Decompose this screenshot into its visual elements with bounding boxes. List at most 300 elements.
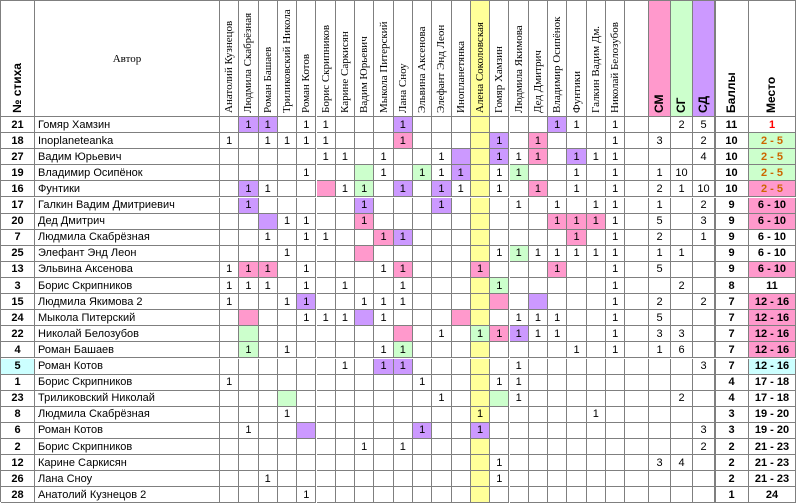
vote-mark: 1	[361, 182, 368, 195]
vote-mark: 1	[438, 166, 445, 179]
vote-cell	[278, 310, 297, 326]
vote-mark: 1	[496, 150, 503, 163]
vote-cell	[239, 407, 258, 423]
vote-cell	[490, 423, 509, 439]
vote-cell	[317, 133, 336, 149]
category-value	[671, 359, 692, 374]
vote-cell	[432, 375, 451, 391]
vote-cell	[606, 375, 625, 391]
author-name: Эльвина Аксенова	[38, 263, 133, 276]
place-cell	[749, 375, 796, 391]
vote-cell	[413, 214, 432, 230]
vote-cell	[413, 359, 432, 375]
vote-cell	[471, 487, 490, 503]
vote-cell	[490, 375, 509, 391]
vote-cell	[259, 326, 278, 342]
vote-cell	[259, 471, 278, 487]
vote-cell	[529, 487, 548, 503]
score-value: 7	[728, 343, 735, 356]
vote-cell	[452, 198, 471, 214]
category-value: 1	[678, 247, 685, 260]
vote-cell	[278, 326, 297, 342]
category-cell	[693, 455, 715, 471]
poem-number: 22	[11, 327, 24, 340]
vote-mark: 1	[303, 311, 310, 324]
category-value	[649, 487, 670, 502]
vote-cell	[529, 230, 548, 246]
vote-cell	[529, 214, 548, 230]
vote-mark: 1	[554, 199, 561, 212]
vote-mark: 1	[399, 295, 406, 308]
author-cell	[35, 198, 220, 214]
category-value	[693, 262, 714, 277]
vote-cell	[355, 423, 374, 439]
place-value: 2 - 5	[760, 166, 783, 179]
category-cell	[649, 487, 671, 503]
vote-cell	[355, 439, 374, 455]
score-value: 4	[728, 376, 735, 389]
vote-mark: 1	[515, 199, 522, 212]
vote-cell	[490, 471, 509, 487]
author-name: Элефант Энд Леон	[38, 247, 137, 260]
vote-cell	[278, 165, 297, 181]
poem-number: 26	[11, 472, 24, 485]
vote-cell	[471, 439, 490, 455]
vote-mark: 1	[226, 295, 233, 308]
vote-cell	[297, 439, 316, 455]
vote-cell	[259, 214, 278, 230]
vote-cell	[394, 342, 413, 358]
vote-cell	[355, 359, 374, 375]
category-cell	[649, 391, 671, 407]
vote-cell	[220, 471, 239, 487]
vote-cell	[452, 117, 471, 133]
vote-cell	[259, 165, 278, 181]
category-cell	[693, 165, 715, 181]
vote-cell	[317, 487, 336, 503]
vote-mark: 1	[476, 327, 484, 340]
place-value: 21 - 23	[754, 456, 790, 469]
vote-cell	[529, 375, 548, 391]
place-cell	[749, 439, 796, 455]
vote-mark: 1	[573, 215, 580, 228]
author-cell	[35, 149, 220, 165]
author-name: Inoplaneteanka	[38, 134, 114, 147]
category-value	[649, 375, 670, 390]
vote-cell	[490, 117, 509, 133]
vote-cell	[336, 487, 355, 503]
vote-cell	[548, 262, 567, 278]
vote-cell	[567, 133, 586, 149]
category-cell	[649, 230, 671, 246]
vote-mark: 1	[554, 215, 561, 228]
vote-mark: 1	[592, 150, 599, 163]
category-cell	[649, 326, 671, 342]
vote-cell	[606, 487, 625, 503]
category-value: 3	[678, 327, 685, 340]
vote-cell	[432, 359, 451, 375]
vote-cell	[529, 439, 548, 455]
vote-cell	[355, 198, 374, 214]
score-value: 8	[728, 279, 735, 292]
vote-cell	[413, 471, 432, 487]
category-value: 4	[700, 150, 707, 163]
vote-cell	[452, 230, 471, 246]
header-voter-label: Эльвина Аксенова	[416, 26, 429, 113]
score-value: 9	[728, 215, 735, 228]
poem-number: 18	[11, 134, 24, 147]
header-voter	[471, 1, 490, 117]
vote-cell	[510, 455, 529, 471]
vote-cell	[413, 198, 432, 214]
vote-cell	[297, 246, 316, 262]
score-value: 7	[728, 327, 735, 340]
vote-cell	[587, 214, 606, 230]
vote-cell	[587, 375, 606, 391]
header-voter	[432, 1, 451, 117]
header-voter-label: Гомяр Хамзин	[493, 46, 506, 113]
vote-cell	[510, 149, 529, 165]
score-value: 10	[725, 134, 738, 147]
vote-cell	[278, 294, 297, 310]
author-cell	[35, 294, 220, 310]
vote-cell	[606, 278, 625, 294]
place-value: 21 - 23	[754, 472, 790, 485]
category-value	[671, 149, 692, 164]
poem-number: 5	[14, 360, 21, 373]
header-voter-label: Карине Саркисян	[338, 31, 351, 113]
vote-cell	[606, 181, 625, 197]
poem-number-cell	[1, 487, 35, 503]
category-cell	[671, 455, 693, 471]
vote-cell	[297, 165, 316, 181]
header-voter	[220, 1, 239, 117]
category-cell	[649, 310, 671, 326]
vote-mark: 1	[226, 134, 233, 147]
header-voter-label: Владимир Осипёнок	[551, 16, 564, 113]
score-cell	[715, 471, 749, 487]
vote-mark: 1	[554, 118, 561, 131]
author-cell	[35, 423, 220, 439]
vote-cell	[259, 487, 278, 503]
vote-cell	[278, 423, 297, 439]
vote-mark: 1	[515, 376, 522, 389]
header-category-label: СГ	[673, 97, 688, 113]
vote-mark: 1	[515, 150, 522, 163]
vote-cell	[606, 359, 625, 375]
spacer-cell	[625, 246, 649, 262]
vote-cell	[374, 407, 393, 423]
vote-mark: 1	[612, 295, 619, 308]
header-voter-label: Людмила Якимова	[512, 25, 525, 113]
vote-cell	[355, 455, 374, 471]
header-author	[35, 1, 220, 117]
vote-mark: 1	[399, 182, 406, 195]
vote-cell	[220, 439, 239, 455]
vote-cell	[529, 117, 548, 133]
vote-cell	[220, 391, 239, 407]
vote-cell	[239, 439, 258, 455]
vote-cell	[432, 294, 451, 310]
category-cell	[671, 133, 693, 149]
vote-cell	[413, 326, 432, 342]
place-value: 2 - 5	[760, 134, 783, 147]
vote-mark: 1	[534, 247, 541, 260]
vote-cell	[394, 165, 413, 181]
vote-cell	[548, 326, 567, 342]
vote-cell	[587, 423, 606, 439]
vote-cell	[278, 407, 297, 423]
vote-cell	[374, 455, 393, 471]
vote-cell	[394, 423, 413, 439]
category-value	[649, 471, 670, 486]
vote-cell	[278, 117, 297, 133]
vote-mark: 1	[380, 343, 387, 356]
vote-cell	[374, 423, 393, 439]
vote-cell	[432, 471, 451, 487]
vote-cell	[239, 326, 258, 342]
vote-cell	[510, 359, 529, 375]
author-name: Мыкола Питерский	[38, 311, 136, 324]
vote-cell	[490, 278, 509, 294]
vote-cell	[587, 407, 606, 423]
place-cell	[749, 133, 796, 149]
vote-cell	[239, 455, 258, 471]
header-place-label: Место	[764, 76, 778, 113]
author-cell	[35, 278, 220, 294]
spacer-cell	[625, 165, 649, 181]
author-name: Борис Скрипников	[38, 279, 133, 292]
vote-cell	[587, 471, 606, 487]
vote-cell	[394, 375, 413, 391]
vote-cell	[471, 375, 490, 391]
vote-cell	[394, 214, 413, 230]
vote-cell	[239, 342, 258, 358]
vote-cell	[432, 487, 451, 503]
vote-cell	[220, 487, 239, 503]
header-poem-no	[1, 1, 35, 117]
vote-cell	[548, 133, 567, 149]
vote-cell	[413, 294, 432, 310]
vote-cell	[394, 310, 413, 326]
vote-cell	[606, 391, 625, 407]
vote-cell	[220, 326, 239, 342]
header-voter	[490, 1, 509, 117]
spacer-cell	[625, 278, 649, 294]
vote-mark: 1	[515, 327, 522, 340]
category-cell	[671, 342, 693, 358]
vote-cell	[587, 487, 606, 503]
vote-cell	[297, 181, 316, 197]
vote-cell	[548, 391, 567, 407]
category-value: 3	[700, 424, 707, 437]
poem-number-cell	[1, 149, 35, 165]
vote-mark: 1	[573, 182, 580, 195]
vote-cell	[452, 310, 471, 326]
place-cell	[749, 359, 796, 375]
category-value	[693, 391, 714, 406]
score-value: 2	[728, 440, 735, 453]
header-voter-label: Роман Котов	[300, 53, 313, 113]
vote-cell	[355, 342, 374, 358]
category-cell	[693, 310, 715, 326]
category-cell	[649, 294, 671, 310]
vote-mark: 1	[612, 343, 619, 356]
category-cell	[671, 423, 693, 439]
author-name: Галкин Вадим Дмитриевич	[38, 199, 175, 212]
vote-cell	[529, 455, 548, 471]
vote-cell	[374, 278, 393, 294]
vote-cell	[452, 294, 471, 310]
vote-mark: 1	[341, 311, 348, 324]
vote-cell	[452, 423, 471, 439]
vote-cell	[471, 165, 490, 181]
header-voter-label: Николай Белозубов	[609, 22, 622, 113]
vote-mark: 1	[303, 166, 310, 179]
vote-cell	[567, 165, 586, 181]
vote-cell	[374, 133, 393, 149]
vote-cell	[510, 165, 529, 181]
vote-cell	[529, 198, 548, 214]
vote-cell	[394, 246, 413, 262]
vote-mark: 1	[496, 247, 503, 260]
vote-mark: 1	[457, 182, 464, 195]
vote-cell	[355, 326, 374, 342]
vote-mark: 1	[226, 263, 233, 276]
vote-cell	[278, 133, 297, 149]
category-cell	[671, 359, 693, 375]
place-value: 6 - 10	[757, 215, 787, 228]
author-name: Карине Саркисян	[38, 456, 127, 469]
vote-cell	[413, 455, 432, 471]
category-cell	[649, 278, 671, 294]
score-value: 11	[725, 118, 738, 131]
vote-cell	[567, 262, 586, 278]
poem-number-cell	[1, 181, 35, 197]
header-category	[671, 1, 693, 117]
vote-cell	[548, 359, 567, 375]
vote-cell	[413, 117, 432, 133]
author-cell	[35, 117, 220, 133]
vote-cell	[355, 471, 374, 487]
poem-number-cell	[1, 342, 35, 358]
vote-cell	[587, 439, 606, 455]
vote-cell	[548, 342, 567, 358]
category-value: 2	[656, 295, 663, 308]
category-value	[693, 471, 714, 486]
vote-cell	[490, 391, 509, 407]
author-name: Борис Скрипников	[38, 376, 133, 389]
poem-number-cell	[1, 278, 35, 294]
vote-cell	[471, 278, 490, 294]
vote-cell	[606, 407, 625, 423]
header-voter-label: Дед Дмитрич	[531, 50, 544, 113]
author-cell	[35, 439, 220, 455]
vote-cell	[336, 165, 355, 181]
vote-cell	[452, 342, 471, 358]
vote-cell	[220, 375, 239, 391]
vote-cell	[490, 262, 509, 278]
category-cell	[649, 439, 671, 455]
vote-cell	[567, 487, 586, 503]
category-cell	[671, 246, 693, 262]
vote-cell	[297, 149, 316, 165]
vote-cell	[452, 133, 471, 149]
category-cell	[649, 342, 671, 358]
vote-cell	[317, 310, 336, 326]
vote-mark: 1	[303, 231, 310, 244]
category-value	[693, 310, 714, 325]
vote-mark: 1	[322, 134, 329, 147]
category-cell	[693, 262, 715, 278]
score-value: 7	[728, 311, 735, 324]
category-value: 2	[656, 182, 663, 195]
vote-cell	[548, 181, 567, 197]
poem-number-cell	[1, 294, 35, 310]
vote-cell	[336, 375, 355, 391]
vote-cell	[220, 214, 239, 230]
category-value	[671, 439, 692, 454]
vote-cell	[297, 278, 316, 294]
vote-cell	[510, 262, 529, 278]
vote-mark: 1	[361, 199, 368, 212]
vote-cell	[510, 198, 529, 214]
vote-mark: 1	[264, 118, 271, 131]
category-value	[671, 230, 692, 245]
vote-cell	[529, 471, 548, 487]
poem-number-cell	[1, 230, 35, 246]
poem-number-cell	[1, 214, 35, 230]
category-cell	[671, 117, 693, 133]
score-cell	[715, 294, 749, 310]
vote-mark: 1	[612, 279, 619, 292]
vote-cell	[317, 246, 336, 262]
vote-cell	[471, 294, 490, 310]
vote-mark: 1	[341, 182, 348, 195]
vote-cell	[548, 423, 567, 439]
poem-number-cell	[1, 262, 35, 278]
vote-cell	[471, 391, 490, 407]
place-cell	[749, 407, 796, 423]
vote-cell	[452, 375, 471, 391]
vote-cell	[336, 149, 355, 165]
category-cell	[671, 310, 693, 326]
vote-cell	[548, 198, 567, 214]
vote-cell	[239, 262, 258, 278]
vote-cell	[529, 278, 548, 294]
header-voter	[394, 1, 413, 117]
vote-cell	[606, 165, 625, 181]
header-voter	[567, 1, 586, 117]
category-cell	[693, 181, 715, 197]
category-value	[649, 278, 670, 293]
place-value: 17 - 18	[754, 376, 790, 389]
place-value: 12 - 16	[754, 311, 790, 324]
score-cell	[715, 133, 749, 149]
vote-mark: 1	[515, 311, 522, 324]
vote-cell	[567, 423, 586, 439]
vote-cell	[317, 165, 336, 181]
score-cell	[715, 342, 749, 358]
vote-cell	[336, 181, 355, 197]
score-cell	[715, 326, 749, 342]
vote-cell	[452, 165, 471, 181]
vote-cell	[278, 149, 297, 165]
poem-number: 16	[11, 182, 24, 195]
vote-cell	[336, 455, 355, 471]
vote-cell	[374, 262, 393, 278]
score-value: 2	[728, 472, 735, 485]
